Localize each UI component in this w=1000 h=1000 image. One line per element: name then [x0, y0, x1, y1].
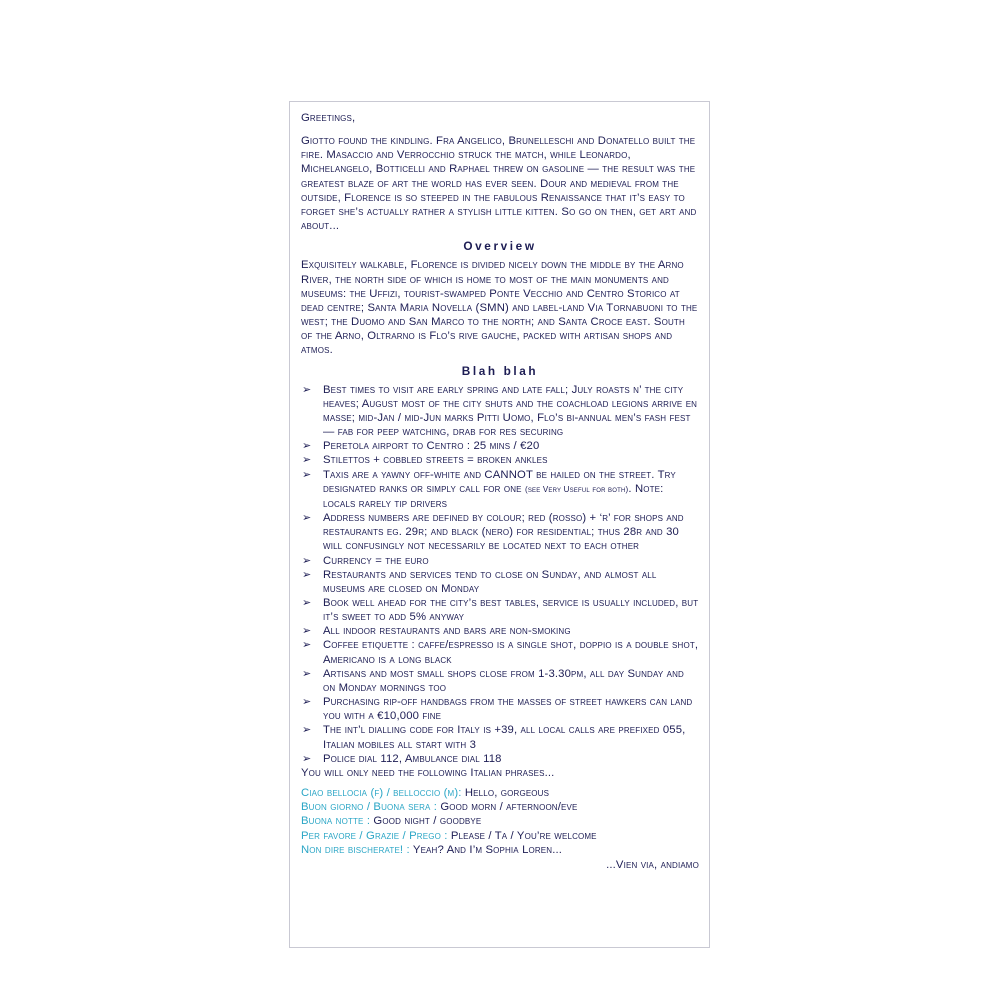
arrow-bullet-icon: ➢ — [302, 597, 312, 609]
list-item: ➢ Purchasing rip-off handbags from the masses of street hawkers can land you with a €10,000 fine — [302, 696, 693, 723]
arrow-bullet-icon: ➢ — [302, 639, 312, 652]
list-item: ➢ Currency = the euro — [302, 554, 429, 567]
arrow-bullet-icon: ➢ — [302, 752, 312, 765]
guide-content — [301, 111, 699, 872]
phrase-row — [301, 814, 699, 828]
signoff: ...Vien via, andiamo — [606, 858, 699, 871]
arrow-bullet-icon: ➢ — [302, 468, 312, 481]
arrow-bullet-icon: ➢ — [302, 667, 312, 680]
list-item: ➢ The int’l dialling code for Italy is +39, all local calls are prefixed 055, Italian mobiles all start with 3 — [302, 724, 686, 751]
list-item: ➢ Best times to visit are early spring and late fall; July roasts n’ the city heaves; August most of the city shuts and the coachload legions arrive en masse; mid-Jan / mid-Jun marks Pitti Uomo, Flo’s bi-annual men’s fash fest— fab for peep watching, drab for res securing — [302, 383, 698, 439]
list-item: ➢ Artisans and most small shops close from 1-3.30pm, all day Sunday and on Monday mornings too — [302, 667, 684, 694]
list-item: ➢ Peretola airport to Centro : 25 mins / €20 — [302, 440, 540, 453]
phrase-row — [301, 800, 699, 814]
list-item: ➢ Restaurants and services tend to close on Sunday, and almost all museums are closed on Monday — [302, 568, 657, 595]
arrow-bullet-icon: ➢ — [302, 454, 312, 467]
phrase-row — [301, 786, 699, 800]
phrase-italian: Non dire bischerate! : — [301, 843, 410, 856]
arrow-bullet-icon: ➢ — [302, 383, 312, 396]
phrase-italian: Per favore / Grazie / Prego : — [301, 829, 448, 842]
list-item: ➢ Stilettos + cobbled streets = broken ankles — [302, 454, 548, 467]
arrow-bullet-icon: ➢ — [302, 625, 312, 638]
overview-text: Exquisitely walkable, Florence is divided nicely down the middle by the Arno River, the north side of which is home to most of the main monuments and museums: the Uffizi, tourist-swamped Ponte Vecchio and Centro Storico at dead centre; Santa Maria Novella (SMN) and label-land Via Tornabuoni to the west; the Duomo and San Marco to the north; and Santa Croce east. South of the Arno, Oltrarno is Flo’s rive gauche, packed with artisan shops and atmos. — [301, 259, 698, 357]
intro-paragraph: Giotto found the kindling. Fra Angelico, Brunelleschi and Donatello built the fire. Masaccio and Verrocchio struck the match, while Leonardo, Michelangelo, Botticelli and Raphael threw on gasoline — the result was the greatest blaze of art the world has ever seen. Dour and medieval from the outside, Florence is so steeped in the fabulous Renaissance that it’s easy to forget she’s actually rather a stylish little kitten. So go on then, get art and about... — [301, 135, 697, 233]
phrase-list — [301, 786, 699, 857]
phrase-english: Good morn / afternoon/eve — [440, 801, 578, 814]
greeting: Greetings, — [301, 112, 356, 124]
arrow-bullet-icon: ➢ — [302, 724, 312, 737]
phrase-english: Hello, gorgeous — [464, 787, 550, 800]
list-item: ➢ Coffee etiquette : caffe/espresso is a single shot, doppio is a double shot, Americano is a long black — [302, 639, 699, 666]
phrase-english: Please / Ta / You’re welcome — [450, 829, 597, 842]
arrow-bullet-icon: ➢ — [302, 696, 312, 709]
taxi-small-note: (see Very Useful for both) — [524, 484, 629, 494]
tips-list — [301, 383, 699, 766]
list-item: ➢ Book well ahead for the city’s best tables, service is usually included, but it’s sweet to add 5% anyway — [302, 597, 699, 624]
phrase-english: Yeah? And I’m Sophia Loren... — [412, 843, 563, 856]
phrase-row — [301, 843, 699, 857]
list-item: ➢ All indoor restaurants and bars are non-smoking — [302, 625, 571, 638]
arrow-bullet-icon: ➢ — [302, 554, 312, 567]
phrases-intro: You will only need the following Italian phrases... — [301, 766, 555, 779]
arrow-bullet-icon: ➢ — [302, 568, 312, 581]
phrase-italian: Ciao bellocia (f) / belloccio (m): — [301, 787, 462, 800]
list-item: ➢ Taxis are a yawny off-white and CANNOT be hailed on the street. Try designated ranks or simply call for one (see Very Useful for both). Note: locals rarely tip drivers — [302, 468, 676, 510]
arrow-bullet-icon: ➢ — [302, 440, 312, 453]
phrase-italian: Buon giorno / Buona sera : — [301, 801, 438, 814]
phrase-italian: Buona notte : — [301, 815, 371, 828]
blah-heading: Blah blah — [461, 363, 539, 378]
overview-heading: Overview — [463, 239, 537, 254]
list-item: ➢ Police dial 112, Ambulance dial 118 — [302, 752, 502, 765]
guide-card — [289, 101, 710, 948]
phrase-row — [301, 829, 699, 843]
arrow-bullet-icon: ➢ — [302, 512, 312, 525]
phrase-english: Good night / goodbye — [373, 815, 482, 828]
list-item: ➢ Address numbers are defined by colour; red (rosso) + ‘r’ for shops and restaurants eg. 29r; and black (nero) for residential; thus 28r and 30 will confusingly not necessarily be located next to each other — [302, 512, 684, 553]
